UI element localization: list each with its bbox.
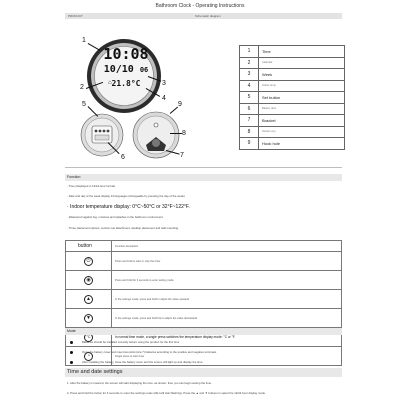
house-icon: ⌂ (108, 80, 112, 86)
button-function-table (65, 240, 342, 366)
button-table-row (66, 252, 342, 271)
function-section-header: Function (65, 174, 342, 181)
button-icon-cell (66, 271, 112, 290)
header-schematic-label: Schematic diagram (195, 14, 221, 18)
part-number: 6 (240, 103, 259, 115)
callout-5: 5 (82, 101, 86, 108)
timer-icon: ◔ (84, 352, 93, 361)
part-label: Hook hole (259, 138, 345, 150)
part-number: 3 (240, 69, 259, 81)
header-product-label: PRODUCT (68, 14, 83, 18)
part-label: Indoor temp (259, 80, 345, 92)
divider-line (65, 167, 342, 168)
button-description: Press and hold to start or stop the timer (112, 252, 342, 271)
clock-date-value: 10/10 (103, 64, 134, 75)
part-label: Week (259, 69, 345, 81)
clock-date-readout (103, 64, 149, 76)
time-settings-line-2: 2. Press and hold the button for 3 seconds to enter the settings mode (24H will start flashing). Press the ▲ and ▼ buttons to select the 12/24-hour display mode. (67, 391, 266, 395)
part-label: Calendar (259, 57, 345, 69)
button-table-row (66, 290, 342, 309)
part-number: 7 (240, 115, 259, 127)
function-line-2: · Date and day of the week display 13 languages (changeable by pressing the day of the week) (67, 194, 185, 198)
callout-8: 8 (182, 130, 186, 137)
celsius-fahrenheit-icon: °C (84, 333, 93, 342)
parts-row (240, 103, 345, 115)
mode-bullet-2 (70, 351, 73, 354)
part-label: Bracket (259, 115, 345, 127)
button-description: Single press to start timer (112, 347, 342, 366)
mode-bullet-3 (70, 361, 73, 364)
mode-item-3: After installing the battery, close the battery cover and the screen will light up and display the time. (82, 360, 204, 364)
button-table-row (66, 309, 342, 328)
callout-4: 4 (162, 95, 166, 102)
part-number: 5 (240, 92, 259, 104)
time-date-settings-header: Time and date settings (65, 368, 342, 377)
button-column-header: button (66, 241, 112, 252)
up-icon: ▲ (84, 295, 93, 304)
clock-time-readout: 10:08 (103, 45, 149, 63)
set-icon: ◉ (84, 276, 93, 285)
parts-row (240, 57, 345, 69)
callout-1: 1 (82, 37, 86, 44)
part-number: 4 (240, 80, 259, 92)
button-icon-cell (66, 252, 112, 271)
callout-6: 6 (121, 154, 125, 161)
mode-item-1: Batteries should be installed correctly before using the product for the first time (82, 340, 180, 344)
diagram-header-bar (65, 13, 342, 19)
mode-bullet-1 (70, 341, 73, 344)
button-icon-cell (66, 290, 112, 309)
callout-3: 3 (162, 80, 166, 87)
part-number: 9 (240, 138, 259, 150)
leader-line-8 (170, 133, 182, 134)
function-line-1: · Time (displayed in 12/24-hour format) (67, 184, 116, 188)
parts-row (240, 115, 345, 127)
button-description: In the settings mode, press and hold to adjust the value upwards (112, 290, 342, 309)
time-settings-line-1: 1. After the battery is inserted, the screen will start displaying the time, as shown, then you can begin setting the time. (67, 381, 212, 385)
part-label: Set button (259, 92, 345, 104)
description-column-header: Function description (112, 241, 342, 252)
parts-row (240, 126, 345, 138)
parts-row (240, 138, 345, 150)
part-number: 8 (240, 126, 259, 138)
parts-table (239, 45, 345, 150)
button-description: In the settings mode, press and hold this to adjust the value downwards (112, 309, 342, 328)
mode-item-2: Open the battery cover and insert two AAA (size 7) batteries according to the positive and negative terminals. (82, 350, 217, 354)
part-label: Suction cup (259, 126, 345, 138)
parts-row (240, 92, 345, 104)
callout-9: 9 (178, 101, 182, 108)
callout-7: 7 (180, 152, 184, 159)
button-table-header-row (66, 241, 342, 252)
parts-row (240, 46, 345, 58)
function-line-3: · Indoor temperature display: 0°C~50°C or 32°F~122°F. (67, 204, 190, 210)
part-label: Time (259, 46, 345, 58)
parts-row (240, 80, 345, 92)
button-table-row (66, 271, 342, 290)
parts-row (240, 69, 345, 81)
clock-day-value: 06 (139, 66, 149, 74)
function-line-5: · Three placement options: suction cup attachment, desktop placement and wall mounting. (67, 226, 179, 230)
down-icon: ▼ (84, 314, 93, 323)
button-icon-cell (66, 309, 112, 328)
page-title: Bathroom Clock - Operating Instructions (155, 3, 245, 9)
function-line-4: · Waterproof against fog, moisture and splashes in the bathroom environment. (67, 215, 164, 219)
button-description: Press and hold for 3 seconds to enter setting mode (112, 271, 342, 290)
clock-temperature-readout: 21.8°C (111, 79, 141, 88)
callout-2: 2 (80, 84, 84, 91)
part-number: 2 (240, 57, 259, 69)
power-icon: ⏻ (84, 257, 93, 266)
part-label: Battery door (259, 103, 345, 115)
mode-section-header: Mode (65, 328, 342, 335)
part-number: 1 (240, 46, 259, 58)
button-description: In normal time mode, a single press switches the temperature display mode: °C or °F. (112, 328, 342, 347)
